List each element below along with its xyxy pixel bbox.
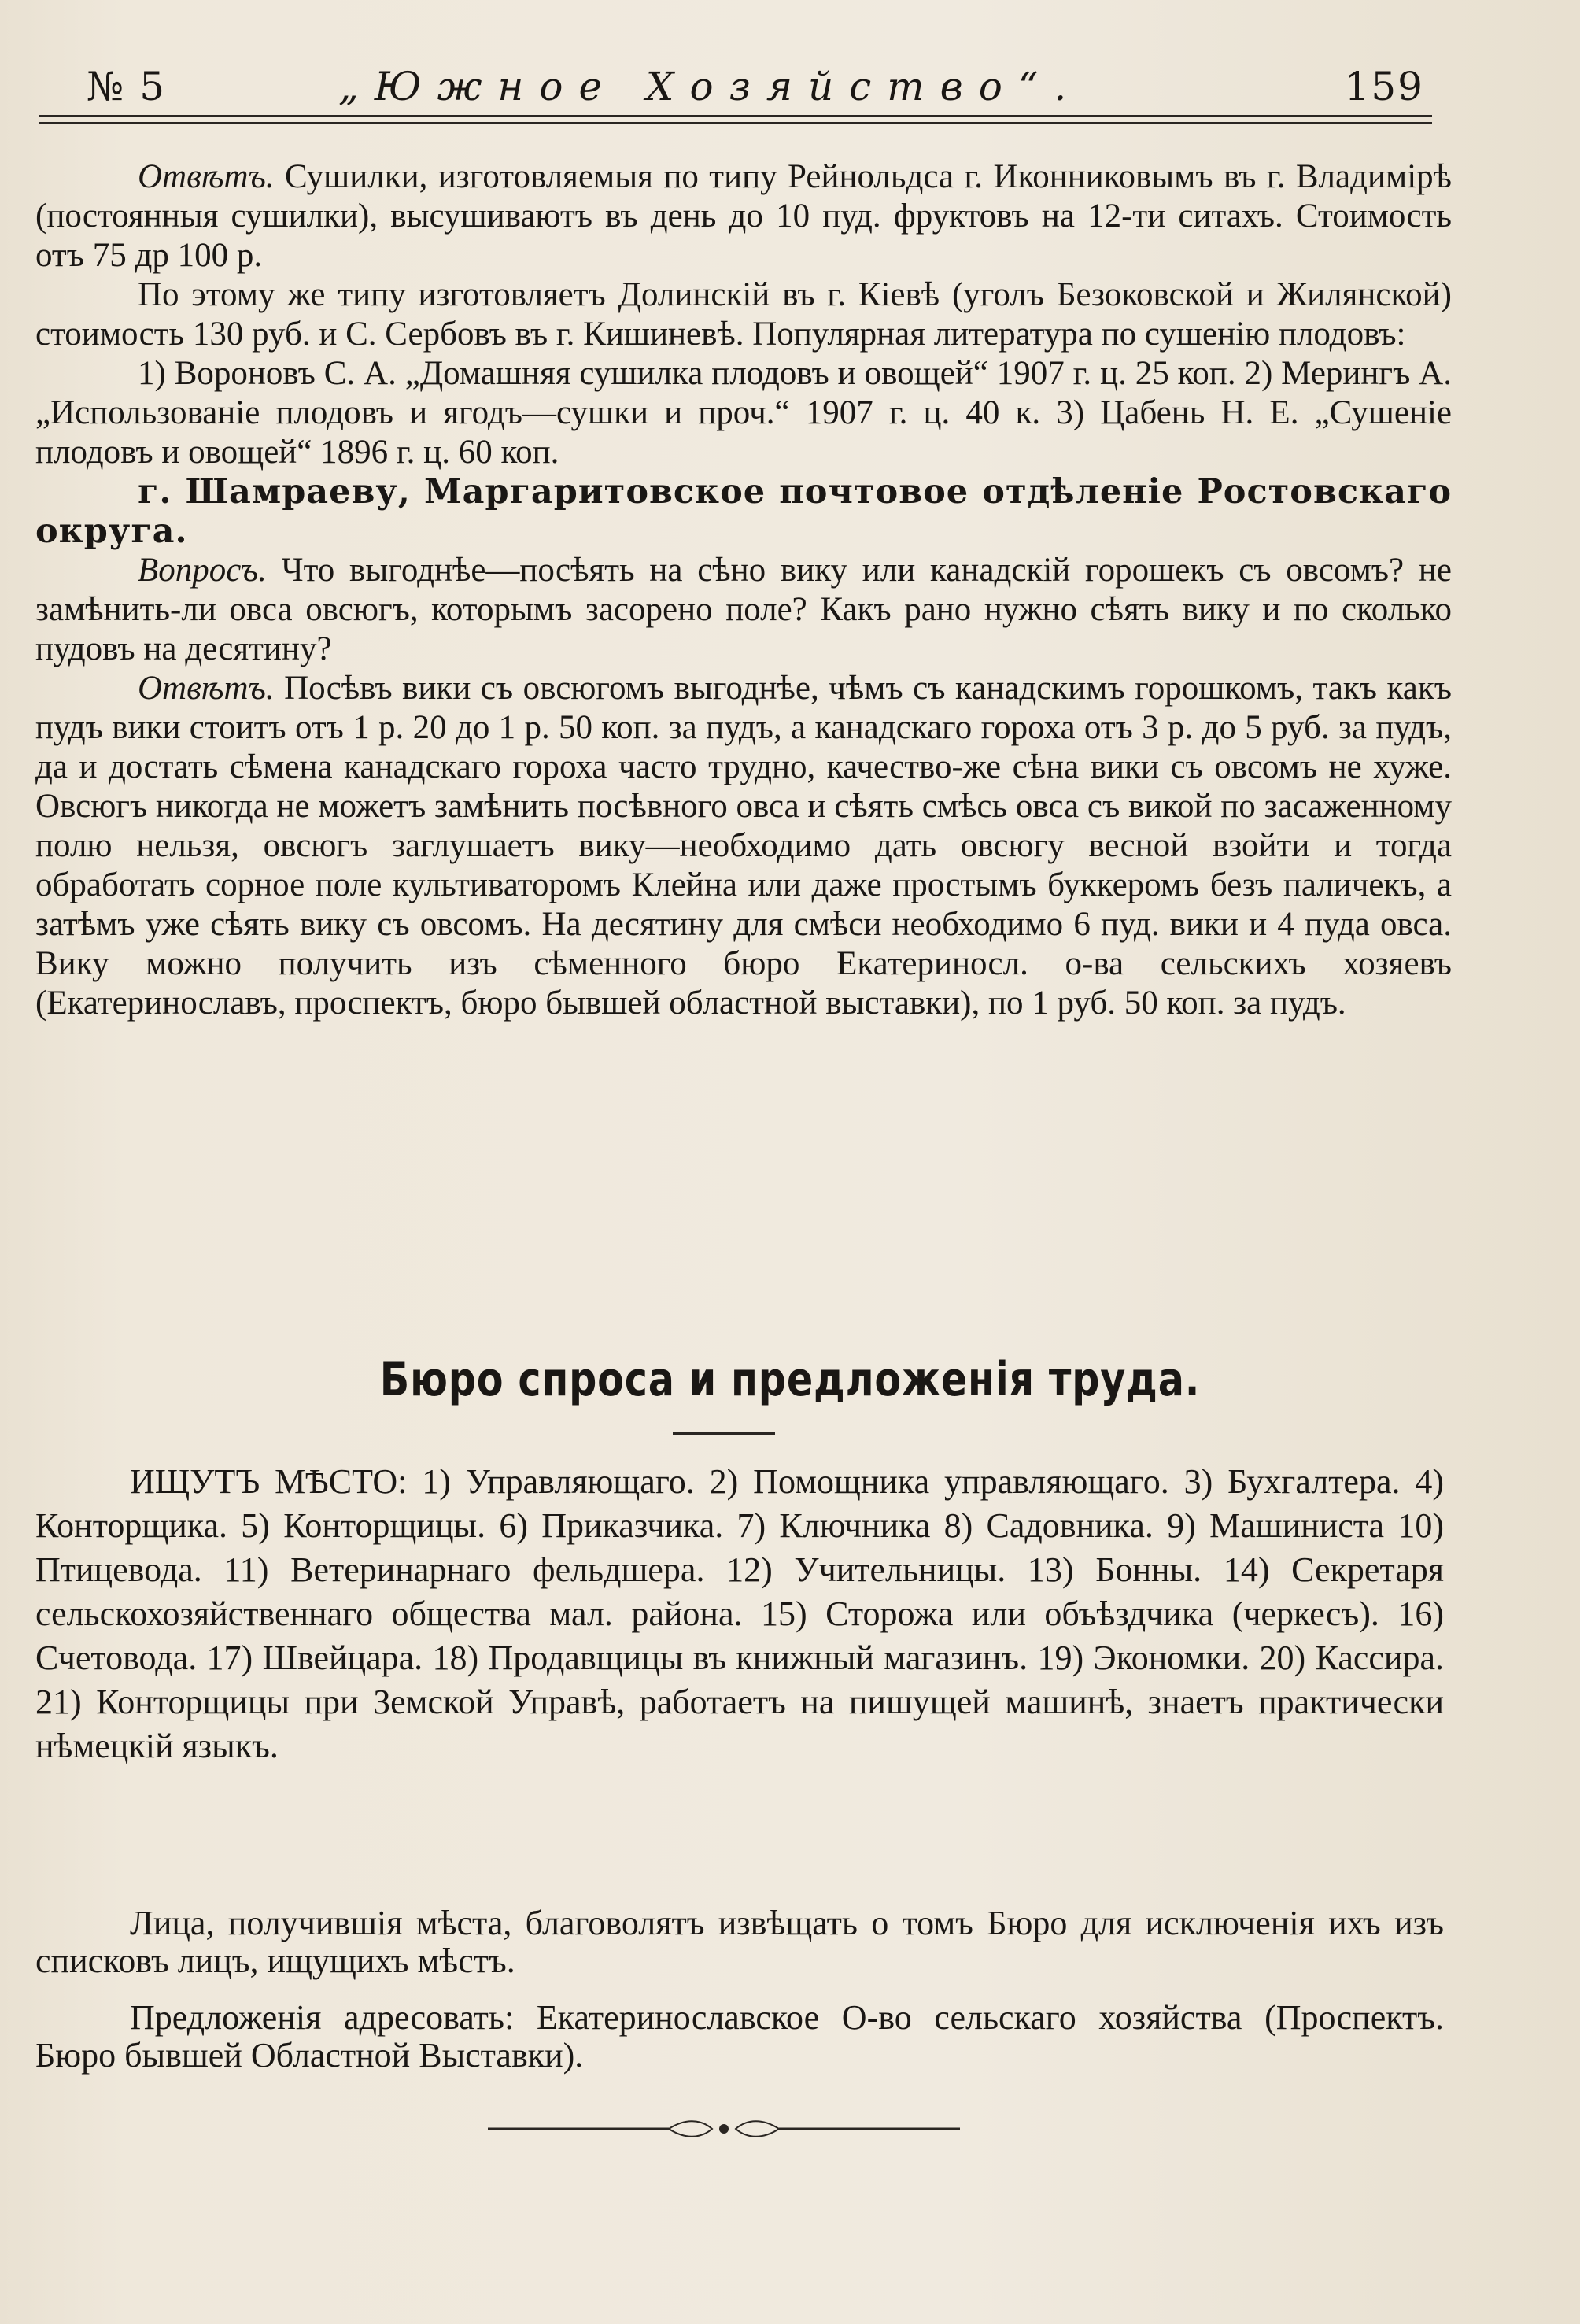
address-block <box>35 1999 1444 2075</box>
header-rule-double <box>39 122 1432 124</box>
answer-label-2: Отвѣтъ. <box>138 670 275 707</box>
seeking-positions <box>35 1460 1444 1768</box>
seeking-paragraph <box>35 1460 1444 1768</box>
page-number: 159 <box>1344 64 1424 109</box>
notice-text: Лица, получившія мѣста, благоволятъ извѣщать о томъ Бюро для исключенія ихъ изъ списковъ лицъ, ищущихъ мѣстъ. <box>35 1904 1444 1980</box>
page-header <box>87 61 1424 116</box>
literature-list: 1) Вороновъ С. А. „Домашняя сушилка плодовъ и овощей“ 1907 г. ц. 25 коп. 2) Мерингъ А. „Использованіе плодовъ и ягодъ—сушки и проч.“ 1907 г. ц. 40 к. 3) Цабень Н. Е. „Сушеніе плодовъ и овощей“ 1896 г. ц. 60 коп. <box>35 355 1452 471</box>
addressee-line: г. Шамраеву, Маргаритовское почтовое отдѣленіе Ростовскаго округа. <box>35 472 1452 551</box>
title-underline <box>673 1432 775 1435</box>
header-rule <box>39 115 1432 117</box>
journal-title: „Южное Хозяйство“. <box>338 64 1083 109</box>
answer-text: Сушилки, изготовляемыя по типу Рейнольдса г. Иконниковымъ въ г. Владимірѣ (постоянныя сушилки), высушиваютъ въ день до 10 пуд. фруктовъ на 12-ти ситахъ. Стоимость отъ 75 др 100 р. <box>35 158 1452 274</box>
seeking-list: 1) Управляющаго. 2) Помощника управляющаго. 3) Бухгалтера. 4) Конторщика. 5) Конторщицы. 6) Приказчика. 7) Ключника 8) Садовника. 9) Машиниста 10) Птицевода. 11) Ветеринарнаго фельдшера. 12) Учительницы. 13) Бонны. 14) Секретаря сельскохозяйственнаго общества мал. района. 15) Сторожа или объѣздчика (черкесъ). 16) Счетовода. 17) Швейцара. 18) Продавщицы въ книжный магазинъ. 19) Экономки. 20) Кассира. 21) Конторщицы при Земской Управѣ, работаетъ на пишущей машинѣ, знаетъ практически нѣмецкій языкъ. <box>35 1462 1445 1765</box>
bureau-title: Бюро спроса и предложенія труда. <box>379 1352 1201 1407</box>
question-label: Вопросъ. <box>138 552 267 589</box>
notice-block <box>35 1905 1444 1980</box>
ornament-divider <box>488 2117 960 2141</box>
answer-text-2: Посѣвъ вики съ овсюгомъ выгоднѣе, чѣмъ съ канадскимъ горошкомъ, такъ какъ пудъ вики стоитъ отъ 1 р. 20 до 1 р. 50 коп. за пудъ, а канадскаго гороха отъ 3 р. до 5 руб. за пудъ, да и достать сѣмена канадскаго гороха часто трудно, качество-же сѣна вики съ овсомъ не хуже. Овсюгъ никогда не можетъ замѣнить посѣвного овса и сѣять смѣсь овса съ викой по засаженному полю нельзя, овсюгъ заглушаетъ вику—необходимо дать овсюгу весной взойти и тогда обработать сорное поле культиваторомъ Клейна или даже простымъ буккеромъ безъ паличекъ, а затѣмъ уже сѣять вику съ овсомъ. На десятину для смѣси необходимо 6 пуд. вики и 4 пуда овса. Вику можно получить изъ сѣменного бюро Екатериносл. о-ва сельскихъ хозяевъ (Екатеринославъ, проспектъ, бюро бывшей областной выставки), по 1 руб. 50 коп. за пудъ. <box>35 670 1452 1022</box>
qa-section <box>35 157 1452 1023</box>
seeking-label: ИЩУТЪ МѢСТО: <box>130 1462 408 1501</box>
question-paragraph <box>35 551 1452 669</box>
answer-paragraph-2 <box>35 669 1452 1023</box>
address-text: Предложенія адресовать: Екатеринославское О-во сельскаго хозяйства (Проспектъ. Бюро бывшей Областной Выставки). <box>35 1998 1444 2075</box>
answer-paragraph <box>35 157 1452 275</box>
answer-label: Отвѣтъ. <box>138 158 275 195</box>
answer-continuation: По этому же типу изготовляетъ Долинскій въ г. Кіевѣ (уголъ Безоковской и Жилянской) стоимость 130 руб. и С. Сербовъ въ г. Кишиневѣ. Популярная литература по сушенію плодовъ: <box>35 276 1452 353</box>
issue-number: № 5 <box>87 64 167 109</box>
question-text: Что выгоднѣе—посѣять на сѣно вику или канадскій горошекъ съ овсомъ? не замѣнить-ли овса овсюгъ, которымъ засорено поле? Какъ рано нужно сѣять вику и по сколько пудовъ на десятину? <box>35 552 1452 667</box>
